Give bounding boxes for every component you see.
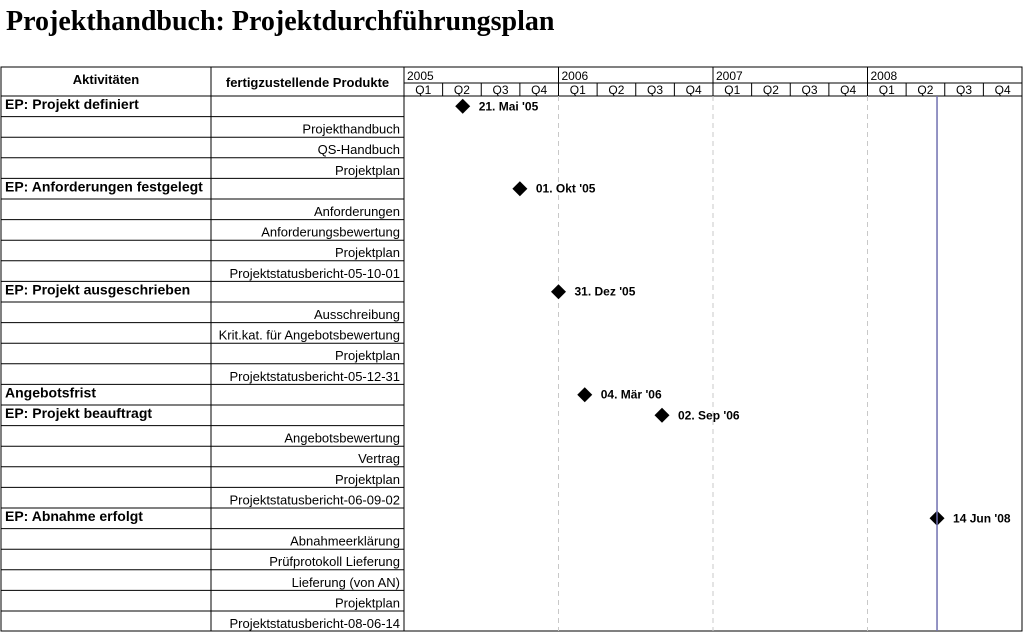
year-label: 2008 [870, 69, 898, 83]
product-label: Projektplan [334, 348, 400, 364]
product-label: Vertrag [358, 451, 400, 467]
product-label: Projektplan [334, 245, 400, 261]
milestone-diamond [551, 284, 566, 299]
milestone-diamond [512, 181, 527, 196]
header-activities: Aktivitäten [72, 72, 140, 87]
quarter-label: Q3 [801, 83, 818, 97]
product-label: Projektplan [334, 162, 400, 178]
quarter-label: Q2 [453, 83, 470, 97]
milestone-date-label: 02. Sep '06 [678, 408, 740, 423]
activity-label: EP: Projekt definiert [5, 96, 139, 112]
activity-label: EP: Projekt ausgeschrieben [5, 281, 191, 298]
product-label: Projektstatusbericht-06-09-02 [229, 492, 400, 508]
page-title: Projekthandbuch: Projektdurchführungsplan [6, 6, 555, 37]
milestone-date-label: 21. Mai '05 [478, 99, 539, 114]
product-label: Krit.kat. für Angebotsbewertung [218, 327, 400, 343]
milestone-diamond [455, 99, 470, 114]
milestone-diamond [577, 387, 592, 402]
product-label: Anforderungsbewertung [261, 224, 400, 240]
product-label: Projekthandbuch [302, 121, 400, 137]
quarter-label: Q4 [531, 83, 548, 97]
product-label: Prüfprotokoll Lieferung [269, 554, 400, 570]
milestone-date-label: 04. Mär '06 [600, 387, 662, 402]
quarter-label: Q4 [994, 83, 1011, 97]
product-label: Anforderungen [313, 204, 400, 219]
quarter-label: Q1 [415, 83, 432, 97]
quarter-label: Q3 [492, 83, 509, 97]
activity-label: EP: Abnahme erfolgt [5, 508, 143, 524]
table-frame [1, 67, 1022, 631]
quarter-label: Q2 [917, 83, 934, 97]
year-label: 2006 [561, 69, 589, 83]
product-label: Lieferung (von AN) [291, 574, 400, 590]
activity-label: EP: Anforderungen festgelegt [5, 178, 203, 195]
quarter-label: Q1 [878, 83, 895, 97]
activity-label: Angebotsfrist [5, 384, 96, 401]
activity-label: EP: Projekt beauftragt [5, 405, 153, 421]
quarter-label: Q4 [840, 83, 857, 97]
quarter-label: Q1 [569, 83, 586, 97]
header-products: fertigzustellende Produkte [225, 75, 390, 90]
product-label: Projektstatusbericht-05-10-01 [229, 265, 400, 281]
product-label: Projektplan [334, 595, 400, 611]
quarter-label: Q1 [724, 83, 741, 97]
quarter-label: Q4 [685, 83, 702, 97]
milestone-date-label: 01. Okt '05 [535, 181, 596, 196]
product-label: Ausschreibung [314, 307, 400, 322]
year-label: 2005 [407, 69, 434, 83]
product-label: Projektstatusbericht-05-12-31 [229, 368, 400, 384]
product-label: Projektplan [334, 471, 400, 487]
quarter-label: Q3 [647, 83, 664, 97]
milestone-date-label: 31. Dez '05 [574, 284, 636, 299]
quarter-label: Q2 [608, 83, 625, 97]
milestone-date-label: 14 Jun '08 [953, 511, 1011, 526]
milestone-diamond [655, 408, 670, 423]
product-label: Angebotsbewertung [284, 430, 400, 446]
year-label: 2007 [716, 69, 743, 83]
product-label: QS-Handbuch [317, 142, 400, 158]
quarter-label: Q3 [956, 83, 973, 97]
product-label: Abnahmeerklärung [290, 533, 400, 549]
quarter-label: Q2 [762, 83, 779, 97]
product-label: Projektstatusbericht-08-06-14 [229, 616, 400, 631]
